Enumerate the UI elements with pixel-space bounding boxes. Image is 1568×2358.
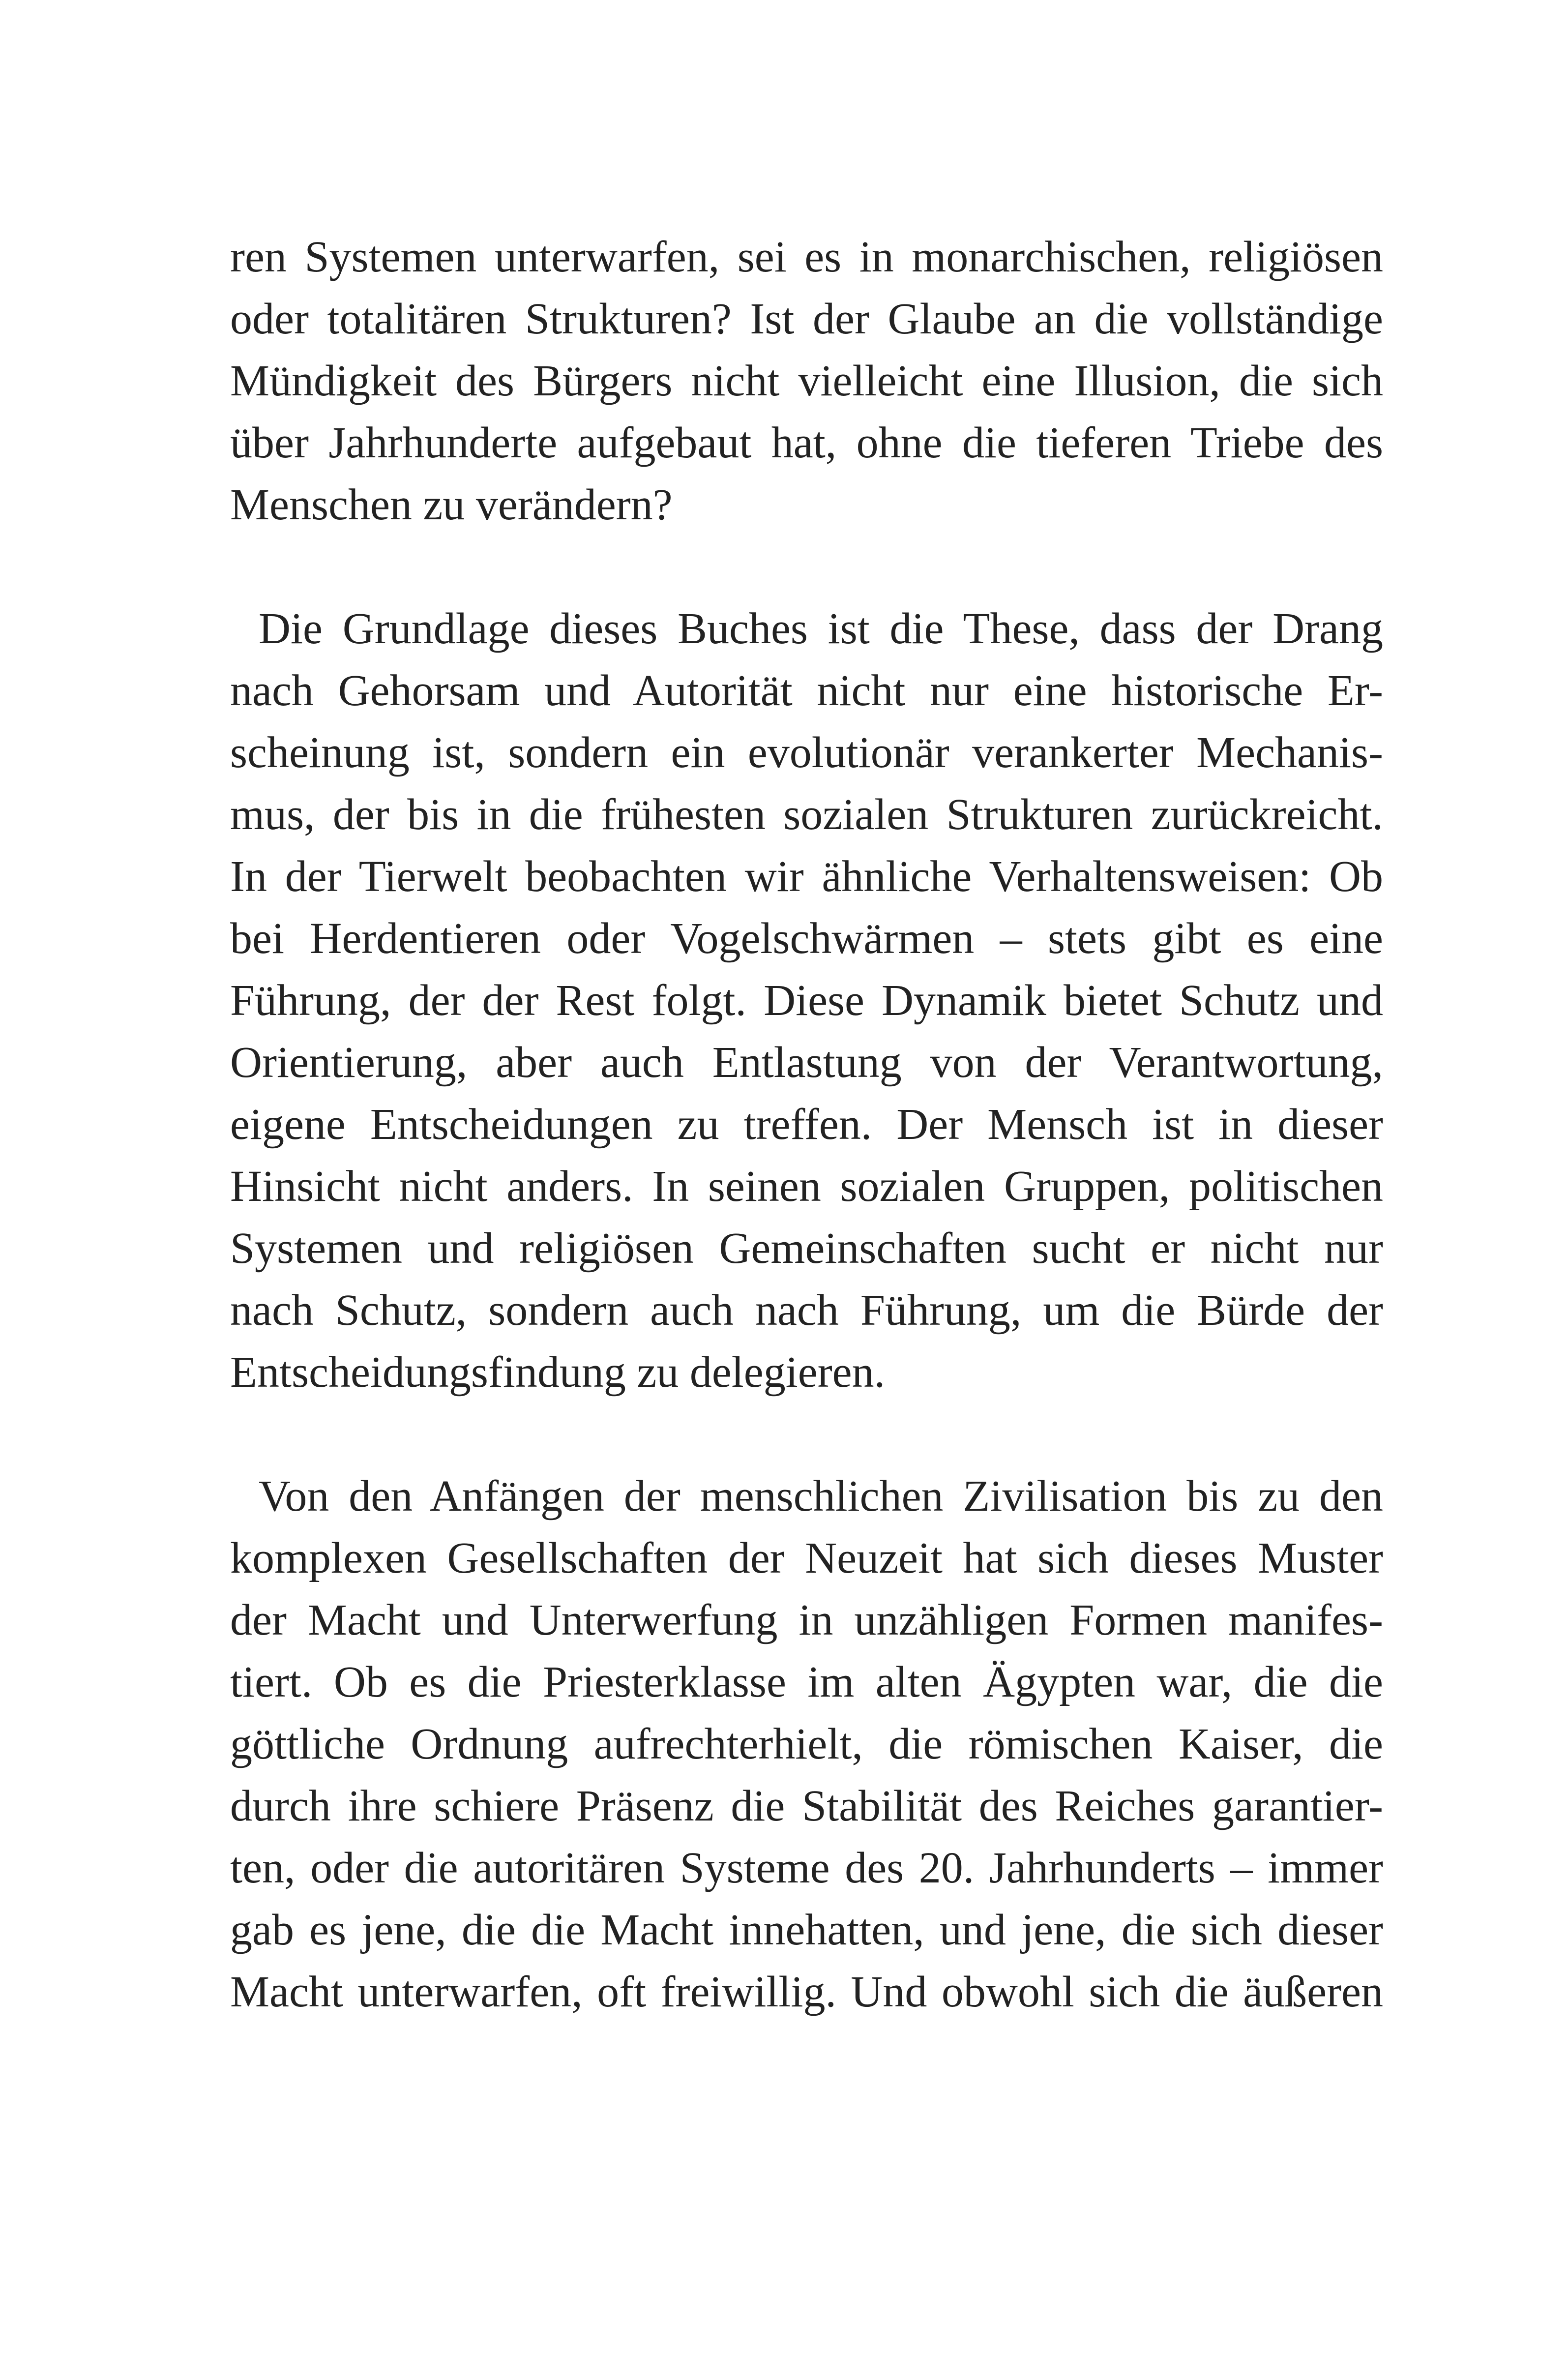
text-line: gab es jene, die die Macht innehatten, und jene, die sich dieser <box>230 1906 1383 1954</box>
paragraph-2 <box>230 598 1383 1403</box>
text-line: nach Schutz, sondern auch nach Führung, um die Bürde der <box>230 1286 1383 1335</box>
text-line: eigene Entscheidungen zu treffen. Der Mensch ist in dieser <box>230 1100 1383 1149</box>
text-line: tiert. Ob es die Priesterklasse im alten Ägypten war, die die <box>230 1658 1383 1706</box>
text-line: komplexen Gesellschaften der Neuzeit hat sich dieses Muster <box>230 1534 1383 1582</box>
text-line: In der Tierwelt beobachten wir ähnliche Verhaltensweisen: Ob <box>230 852 1383 901</box>
text-line: Führung, der der Rest folgt. Diese Dynamik bietet Schutz und <box>230 976 1383 1025</box>
paragraph-3 <box>230 1465 1383 2023</box>
text-line: Entscheidungsfindung zu delegieren. <box>230 1348 886 1397</box>
text-line: ten, oder die autoritären Systeme des 20. Jahrhunderts – immer <box>230 1844 1383 1892</box>
text-line: bei Herdentieren oder Vogelschwärmen – stets gibt es eine <box>230 914 1383 963</box>
text-line: über Jahrhunderte aufgebaut hat, ohne die tieferen Triebe des <box>230 418 1383 467</box>
text-line: mus, der bis in die frühesten sozialen Strukturen zurückreicht. <box>230 790 1383 839</box>
text-line: göttliche Ordnung aufrechterhielt, die römischen Kaiser, die <box>230 1720 1383 1768</box>
text-line: nach Gehorsam und Autorität nicht nur eine historische Er- <box>230 666 1383 715</box>
text-line: Von den Anfängen der menschlichen Zivilisation bis zu den <box>259 1472 1383 1521</box>
text-line: oder totalitären Strukturen? Ist der Glaube an die vollständige <box>230 295 1383 343</box>
text-line: Systemen und religiösen Gemeinschaften sucht er nicht nur <box>230 1224 1383 1273</box>
document-page <box>230 226 1383 2023</box>
text-line: scheinung ist, sondern ein evolutionär verankerter Mechanis- <box>230 728 1383 777</box>
text-line: Hinsicht nicht anders. In seinen sozialen Gruppen, politischen <box>230 1162 1383 1211</box>
text-line: Orientierung, aber auch Entlastung von der Verantwortung, <box>230 1038 1383 1087</box>
text-line: Die Grundlage dieses Buches ist die These, dass der Drang <box>259 604 1383 653</box>
text-line: ren Systemen unterwarfen, sei es in monarchischen, religiösen <box>230 233 1383 281</box>
text-line: durch ihre schiere Präsenz die Stabilität des Reiches garantier- <box>230 1782 1383 1830</box>
paragraph-1 <box>230 226 1383 536</box>
text-line: Mündigkeit des Bürgers nicht vielleicht eine Illusion, die sich <box>230 357 1383 405</box>
text-line: Menschen zu verändern? <box>230 480 673 529</box>
text-line: der Macht und Unterwerfung in unzähligen Formen manifes- <box>230 1596 1383 1644</box>
text-line: Macht unterwarfen, oft freiwillig. Und obwohl sich die äußeren <box>230 1968 1383 2016</box>
